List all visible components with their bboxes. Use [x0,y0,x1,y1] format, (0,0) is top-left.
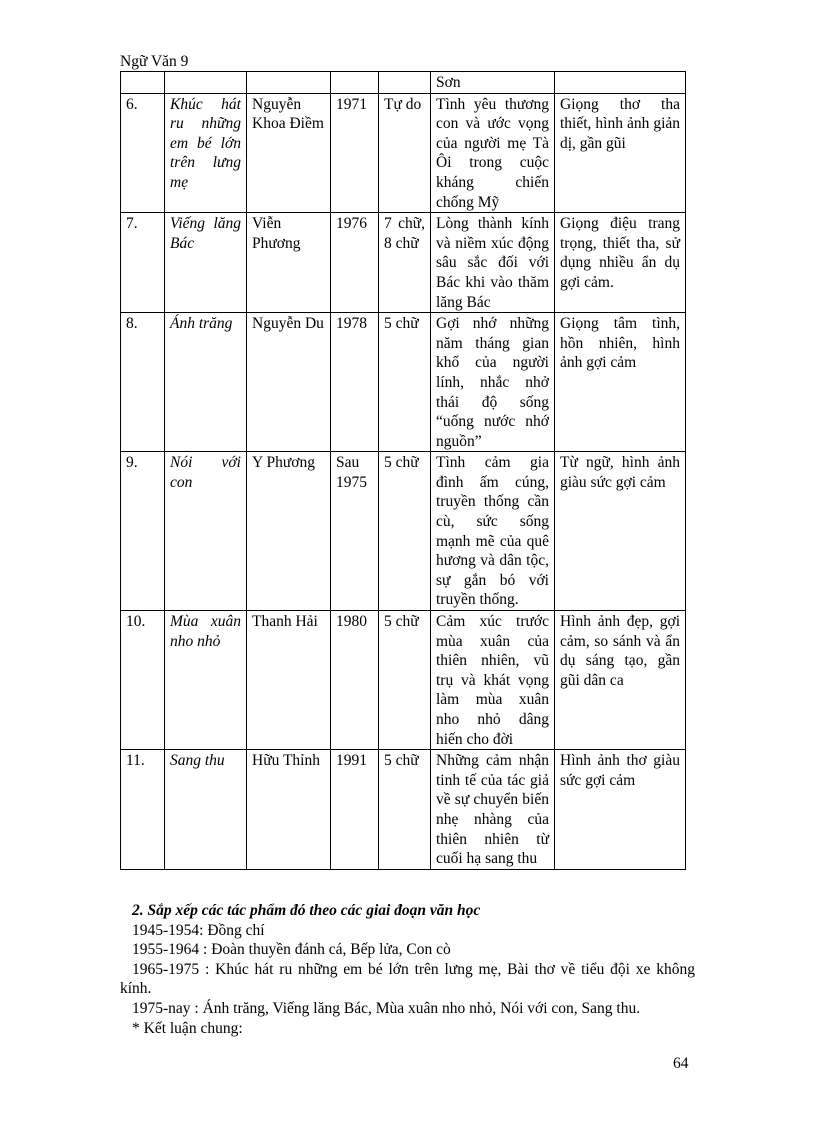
section-heading: 2. Sắp xếp các tác phẩm đó theo các giai đoạn văn học [132,902,481,919]
cell-title [165,72,247,94]
table-row [121,750,686,870]
table-row [121,313,686,452]
cell-content: Tình yêu thương con và ước vọng của người mẹ Tà Ôi trong cuộc kháng chiến chống Mỹ [431,93,555,213]
cell-author: Y Phương [247,452,331,611]
table-row [121,213,686,313]
cell-no: 7. [121,213,165,313]
conclusion-line: * Kết luận chung: [132,1019,243,1037]
cell-author: Nguyễn Du [247,313,331,452]
cell-form [379,72,431,94]
cell-year [331,72,379,94]
cell-year: 1971 [331,93,379,213]
cell-title: Sang thu [165,750,247,870]
cell-art: Hình ảnh đẹp, gợi cảm, so sánh và ẩn dụ sáng tạo, gần gũi dân ca [555,611,686,750]
period-line: 1955-1964 : Đoàn thuyền đánh cá, Bếp lửa, Con cò [132,941,451,959]
cell-year: Sau 1975 [331,452,379,611]
cell-year: 1978 [331,313,379,452]
cell-no: 10. [121,611,165,750]
period-line: 1975-nay : Ánh trăng, Viếng lăng Bác, Mùa xuân nho nhỏ, Nói với con, Sang thu. [132,999,641,1017]
cell-title: Khúc hát ru những em bé lớn trên lưng mẹ [165,93,247,213]
cell-year: 1976 [331,213,379,313]
cell-content: Tình cảm gia đình ấm cúng, truyền thống cần cù, sức sống mạnh mẽ của quê hương và dân tộc, sự gắn bó với truyền thống. [431,452,555,611]
period-line: 1965-1975 : Khúc hát ru những em bé lớn trên lưng mẹ, Bài thơ về tiểu đội xe không kính. [120,960,695,998]
cell-no: 8. [121,313,165,452]
cell-author: Nguyễn Khoa Điềm [247,93,331,213]
cell-form: 5 chữ [379,611,431,750]
section-periods [120,901,695,1038]
table-row [121,93,686,213]
cell-art [555,72,686,94]
cell-author: Hữu Thỉnh [247,750,331,870]
cell-art: Hình ảnh thơ giàu sức gợi cảm [555,750,686,870]
cell-content: Sơn [431,72,555,94]
table-row-continued [121,72,686,94]
cell-title: Nói với con [165,452,247,611]
cell-art: Giọng thơ tha thiết, hình ảnh giản dị, gần gũi [555,93,686,213]
works-table [120,71,686,870]
cell-no: 11. [121,750,165,870]
table-row [121,611,686,750]
cell-no: 9. [121,452,165,611]
page-number: 64 [673,1055,689,1072]
cell-no: 6. [121,93,165,213]
cell-no [121,72,165,94]
cell-content: Những cảm nhận tinh tế của tác giả về sự chuyển biến nhẹ nhàng của thiên nhiên từ cuối hạ sang thu [431,750,555,870]
cell-author: Viễn Phương [247,213,331,313]
cell-form: 7 chữ, 8 chữ [379,213,431,313]
cell-year: 1991 [331,750,379,870]
cell-form: 5 chữ [379,313,431,452]
cell-art: Giọng điệu trang trọng, thiết tha, sử dụng nhiều ẩn dụ gợi cảm. [555,213,686,313]
cell-year: 1980 [331,611,379,750]
cell-form: Tự do [379,93,431,213]
cell-form: 5 chữ [379,452,431,611]
cell-content: Gợi nhớ những năm tháng gian khổ của người lính, nhắc nhở thái độ sống “uống nước nhớ nguồn” [431,313,555,452]
page-header-subject: Ngữ Văn 9 [120,53,189,70]
cell-form: 5 chữ [379,750,431,870]
cell-art: Từ ngữ, hình ảnh giàu sức gợi cảm [555,452,686,611]
cell-author [247,72,331,94]
cell-title: Ánh trăng [165,313,247,452]
period-line: 1945-1954: Đồng chí [132,921,265,939]
table-row [121,452,686,611]
cell-content: Lòng thành kính và niềm xúc động sâu sắc đối với Bác khi vào thăm lăng Bác [431,213,555,313]
cell-title: Mùa xuân nho nhỏ [165,611,247,750]
cell-content: Cảm xúc trước mùa xuân của thiên nhiên, vũ trụ và khát vọng làm mùa xuân nho nhỏ dâng hiến cho đời [431,611,555,750]
cell-title: Viếng lăng Bác [165,213,247,313]
cell-art: Giọng tâm tình, hồn nhiên, hình ảnh gợi cảm [555,313,686,452]
cell-author: Thanh Hải [247,611,331,750]
